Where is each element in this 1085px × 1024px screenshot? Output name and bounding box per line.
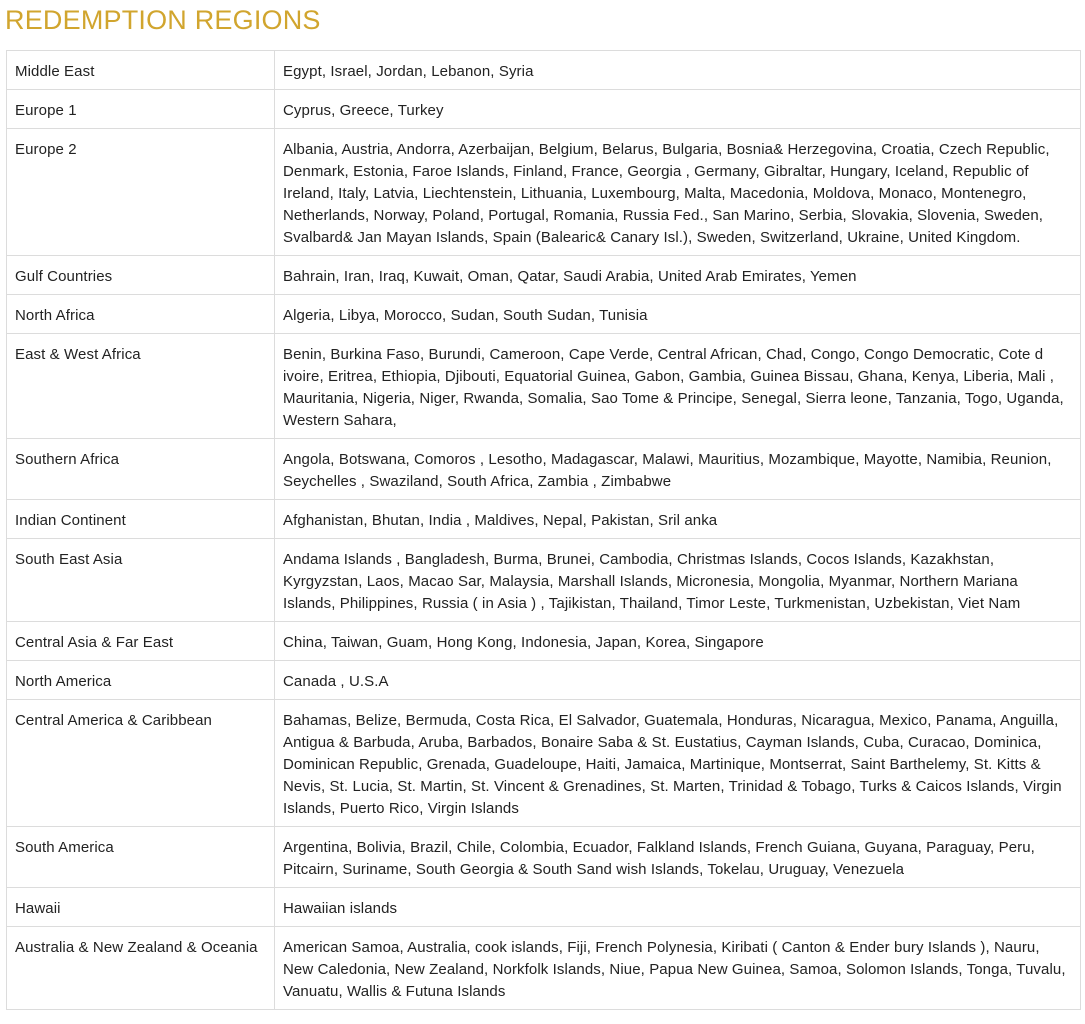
region-name-cell: North Africa bbox=[7, 295, 275, 334]
region-countries-cell: Bahrain, Iran, Iraq, Kuwait, Oman, Qatar, Saudi Arabia, United Arab Emirates, Yemen bbox=[275, 256, 1081, 295]
region-countries-cell: Afghanistan, Bhutan, India , Maldives, Nepal, Pakistan, Sril anka bbox=[275, 500, 1081, 539]
region-countries-cell: Angola, Botswana, Comoros , Lesotho, Madagascar, Malawi, Mauritius, Mozambique, Mayotte, Namibia, Reunion, Seychelles , Swaziland, South Africa, Zambia , Zimbabwe bbox=[275, 439, 1081, 500]
region-countries-cell: Andama Islands , Bangladesh, Burma, Brunei, Cambodia, Christmas Islands, Cocos Islands, Kazakhstan, Kyrgyzstan, Laos, Macao Sar, Malaysia, Marshall Islands, Micronesia, Mongolia, Myanmar, Northern Mariana Islands, Philippines, Russia ( in Asia ) , Tajikistan, Thailand, Timor Leste, Turkmenistan, Uzbekistan, Viet Nam bbox=[275, 539, 1081, 622]
region-countries-cell: Cyprus, Greece, Turkey bbox=[275, 90, 1081, 129]
table-body bbox=[7, 51, 1081, 1010]
region-name-cell: Indian Continent bbox=[7, 500, 275, 539]
redemption-regions-table bbox=[6, 50, 1081, 1010]
region-name-cell: South America bbox=[7, 827, 275, 888]
region-countries-cell: Albania, Austria, Andorra, Azerbaijan, Belgium, Belarus, Bulgaria, Bosnia& Herzegovina, Croatia, Czech Republic, Denmark, Estonia, Faroe Islands, Finland, France, Georgia , Germany, Gibraltar, Hungary, Iceland, Republic of Ireland, Italy, Latvia, Liechtenstein, Lithuania, Luxembourg, Malta, Macedonia, Moldova, Monaco, Montenegro, Netherlands, Norway, Poland, Portugal, Romania, Russia Fed., San Marino, Serbia, Slovakia, Slovenia, Sweden, Svalbard& Jan Mayan Islands, Spain (Balearic& Canary Isl.), Sweden, Switzerland, Ukraine, United Kingdom. bbox=[275, 129, 1081, 256]
region-name-cell: Southern Africa bbox=[7, 439, 275, 500]
table-row bbox=[7, 439, 1081, 500]
region-countries-cell: Egypt, Israel, Jordan, Lebanon, Syria bbox=[275, 51, 1081, 90]
table-row bbox=[7, 927, 1081, 1010]
table-row bbox=[7, 500, 1081, 539]
region-countries-cell: Argentina, Bolivia, Brazil, Chile, Colombia, Ecuador, Falkland Islands, French Guiana, Guyana, Paraguay, Peru, Pitcairn, Suriname, South Georgia & South Sand wish Islands, Tokelau, Uruguay, Venezuela bbox=[275, 827, 1081, 888]
table-row bbox=[7, 334, 1081, 439]
region-name-cell: Middle East bbox=[7, 51, 275, 90]
table-row bbox=[7, 51, 1081, 90]
region-name-cell: Europe 1 bbox=[7, 90, 275, 129]
table-row bbox=[7, 90, 1081, 129]
table-row bbox=[7, 888, 1081, 927]
region-countries-cell: Hawaiian islands bbox=[275, 888, 1081, 927]
region-name-cell: Gulf Countries bbox=[7, 256, 275, 295]
region-countries-cell: Bahamas, Belize, Bermuda, Costa Rica, El Salvador, Guatemala, Honduras, Nicaragua, Mexico, Panama, Anguilla, Antigua & Barbuda, Aruba, Barbados, Bonaire Saba & St. Eustatius, Cayman Islands, Cuba, Curacao, Dominica, Dominican Republic, Grenada, Guadeloupe, Haiti, Jamaica, Martinique, Montserrat, Saint Barthelemy, St. Kitts & Nevis, St. Lucia, St. Martin, St. Vincent & Grenadines, St. Marten, Trinidad & Tobago, Turks & Caicos Islands, Virgin Islands, Puerto Rico, Virgin Islands bbox=[275, 700, 1081, 827]
region-countries-cell: Canada , U.S.A bbox=[275, 661, 1081, 700]
table-row bbox=[7, 827, 1081, 888]
region-name-cell: Australia & New Zealand & Oceania bbox=[7, 927, 275, 1010]
table-row bbox=[7, 622, 1081, 661]
table-row bbox=[7, 295, 1081, 334]
region-countries-cell: Benin, Burkina Faso, Burundi, Cameroon, Cape Verde, Central African, Chad, Congo, Congo Democratic, Cote d ivoire, Eritrea, Ethiopia, Djibouti, Equatorial Guinea, Gabon, Gambia, Guinea Bissau, Ghana, Kenya, Liberia, Mali , Mauritania, Nigeria, Niger, Rwanda, Somalia, Sao Tome & Principe, Senegal, Sierra leone, Tanzania, Togo, Uganda, Western Sahara, bbox=[275, 334, 1081, 439]
region-countries-cell: China, Taiwan, Guam, Hong Kong, Indonesia, Japan, Korea, Singapore bbox=[275, 622, 1081, 661]
region-countries-cell: Algeria, Libya, Morocco, Sudan, South Sudan, Tunisia bbox=[275, 295, 1081, 334]
region-countries-cell: American Samoa, Australia, cook islands, Fiji, French Polynesia, Kiribati ( Canton & Ender bury Islands ), Nauru, New Caledonia, New Zealand, Norkfolk Islands, Niue, Papua New Guinea, Samoa, Solomon Islands, Tonga, Tuvalu, Vanuatu, Wallis & Futuna Islands bbox=[275, 927, 1081, 1010]
table-row bbox=[7, 129, 1081, 256]
region-name-cell: Central Asia & Far East bbox=[7, 622, 275, 661]
table-row bbox=[7, 700, 1081, 827]
region-name-cell: Hawaii bbox=[7, 888, 275, 927]
table-row bbox=[7, 539, 1081, 622]
page-title: REDEMPTION REGIONS bbox=[5, 5, 321, 35]
region-name-cell: North America bbox=[7, 661, 275, 700]
region-name-cell: Central America & Caribbean bbox=[7, 700, 275, 827]
region-name-cell: South East Asia bbox=[7, 539, 275, 622]
region-name-cell: Europe 2 bbox=[7, 129, 275, 256]
table-row bbox=[7, 661, 1081, 700]
region-name-cell: East & West Africa bbox=[7, 334, 275, 439]
table-row bbox=[7, 256, 1081, 295]
